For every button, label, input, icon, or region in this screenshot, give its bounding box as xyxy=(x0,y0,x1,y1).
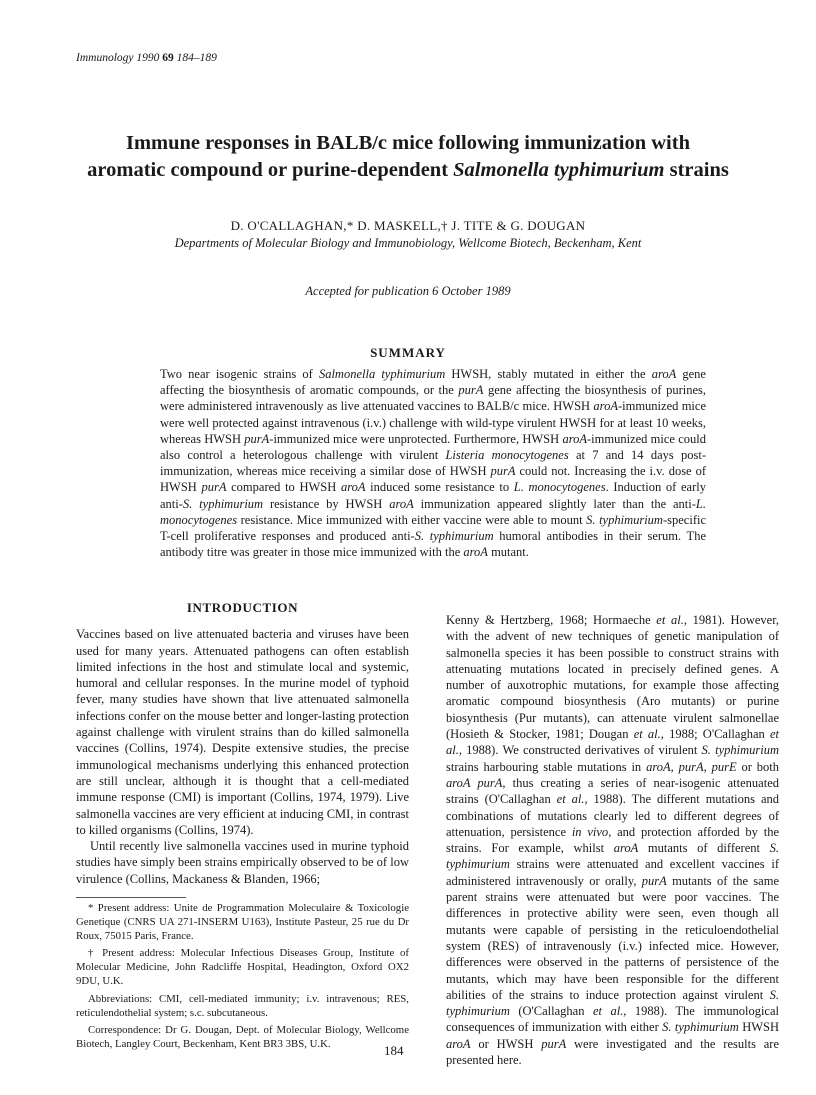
footnote-rule xyxy=(76,897,186,898)
journal-citation xyxy=(76,52,217,64)
title-organism: Salmonella typhimurium xyxy=(453,159,665,181)
journal-volume: 69 xyxy=(162,52,174,64)
right-column xyxy=(446,612,779,1068)
footnote-present-address-2: † Present address: Molecular Infectious Diseases Group, Institute of Molecular Medicine, John Radcliffe Hospital, Headington, Oxford OX2 9DU, U.K. xyxy=(76,947,409,988)
intro-paragraph-1: Vaccines based on live attenuated bacteria and viruses have been used for many years. Attenuated pathogens can often establish limited infections in the host and stimulate local and systemic, humoral and cellular responses. In the murine model of typhoid fever, many studies have shown that live attenuated salmonella infections confer on the mouse better and longer-lasting protection against challenge with virulent strains than do killed salmonella vaccines (Collins, 1974). Despite extensive studies, the precise immunological mechanisms underlying this enhanced protection are still unclear, although it is thought that a cell-mediated immune response (CMI) is important (Collins, 1974, 1979). Live salmonella vaccines are very efficient at inducing CMI, in contrast to killed organisms (Collins, 1974). xyxy=(76,627,409,837)
journal-year: 1990 xyxy=(136,52,160,64)
article-title: Immune responses in BALB/c mice following immunization with aromatic compound or purine-dependent Salmonella typhimurium strains xyxy=(87,132,729,181)
journal-pages: 184–189 xyxy=(176,52,217,64)
right-column-paragraph: Kenny & Hertzberg, 1968; Hormaeche et al., 1981). However, with the advent of new techniques of genetic manipulation of salmonella species it has been possible to construct strains with attenuating mutations located in precisely defined genes. A number of auxotrophic mutations, for example those affecting aromatic compound biosynthesis (Aro mutants) or purine biosynthesis (Pur mutants), can attenuate virulent salmonellae (Hosieth & Stocker, 1981; Dougan et al., 1988; O'Callaghan et al., 1988). We constructed derivatives of virulent S. typhimurium strains harbouring stable mutations in aroA, purA, purE or both aroA purA, thus creating a series of near-isogenic attenuated strains (O'Callaghan et al., 1988). The different mutations and combinations of mutations clearly led to different degrees of attenuation, persistence in vivo, and protection afforded by the strains. For example, whilst aroA mutants of different S. typhimurium strains were attenuated and excellent vaccines if administered intravenously or orally, purA mutants of the same parent strains were attenuated but were poor vaccines. The differences in protective ability were seen, even though all mutants were capable of persisting in the reticuloendothelial system (RES) of intravenously (i.v.) infected mice. However, differences were observed in the patterns of persistence of the mutants, which may have been responsible for the different abilities of the strains to induce protection against virulent S. typhimurium (O'Callaghan et al., 1988). The immunological consequences of immunization with either S. typhimurium HWSH aroA or HWSH purA were investigated and the results are presented here. xyxy=(446,613,780,1068)
author-list: D. O'CALLAGHAN,* D. MASKELL,† J. TITE & G. DOUGAN xyxy=(230,218,586,233)
left-column xyxy=(76,600,409,1056)
accepted-date: Accepted for publication 6 October 1989 xyxy=(305,284,511,298)
intro-paragraph-2: Until recently live salmonella vaccines used in murine typhoid studies have simply been strains empirically observed to be of low virulence (Collins, Mackaness & Blanden, 1966; xyxy=(76,839,409,886)
footnote-correspondence: Correspondence: Dr G. Dougan, Dept. of Molecular Biology, Wellcome Biotech, Langley Court, Beckenham, Kent BR3 3BS, U.K. xyxy=(76,1024,409,1051)
footnote-present-address-1: * Present address: Unite de Programmation Moleculaire & Toxicologie Genetique (CNRS UA 271-INSERM U163), Institute Pasteur, 25 rue du Dr Roux, 75015 Paris, France. xyxy=(76,902,409,942)
introduction-heading: INTRODUCTION xyxy=(186,600,299,615)
summary-heading: SUMMARY xyxy=(370,345,446,360)
summary-text: Two near isogenic strains of Salmonella typhimurium HWSH, stably mutated in either the aroA gene affecting the biosynthesis of aromatic compounds, or the purA gene affecting the biosynthesis of purines, were administered intravenously as live attenuated vaccines to BALB/c mice. HWSH aroA-immunized mice were well protected against intravenous (i.v.) challenge with wild-type virulent HWSH for at least 10 weeks, whereas HWSH purA-immunized mice were unprotected. Furthermore, HWSH aroA-immunized mice could also control a heterologous challenge with virulent Listeria monocytogenes at 7 and 14 days post-immunization, whereas mice receiving a similar dose of HWSH purA could not. Increasing the i.v. dose of HWSH purA compared to HWSH aroA induced some resistance to L. monocytogenes. Induction of early anti-S. typhimurium resistance by HWSH aroA immunization appeared slightly later than the anti-L. monocytogenes resistance. Mice immunized with either vaccine were able to mount S. typhimurium-specific T-cell proliferative responses and produced anti-S. typhimurium humoral antibodies in their serum. The antibody titre was greater in those mice immunized with the aroA mutant. xyxy=(160,367,706,560)
page-number: 184 xyxy=(384,1043,404,1058)
journal-name: Immunology xyxy=(76,52,134,64)
title-line-1: Immune responses in BALB/c mice following immunization with xyxy=(126,132,690,154)
footnote-abbreviations: Abbreviations: CMI, cell-mediated immunity; i.v. intravenous; RES, reticulendothelial system; s.c. subcutaneous. xyxy=(76,992,409,1019)
affiliation: Departments of Molecular Biology and Immunobiology, Wellcome Biotech, Beckenham, Kent xyxy=(174,236,642,250)
